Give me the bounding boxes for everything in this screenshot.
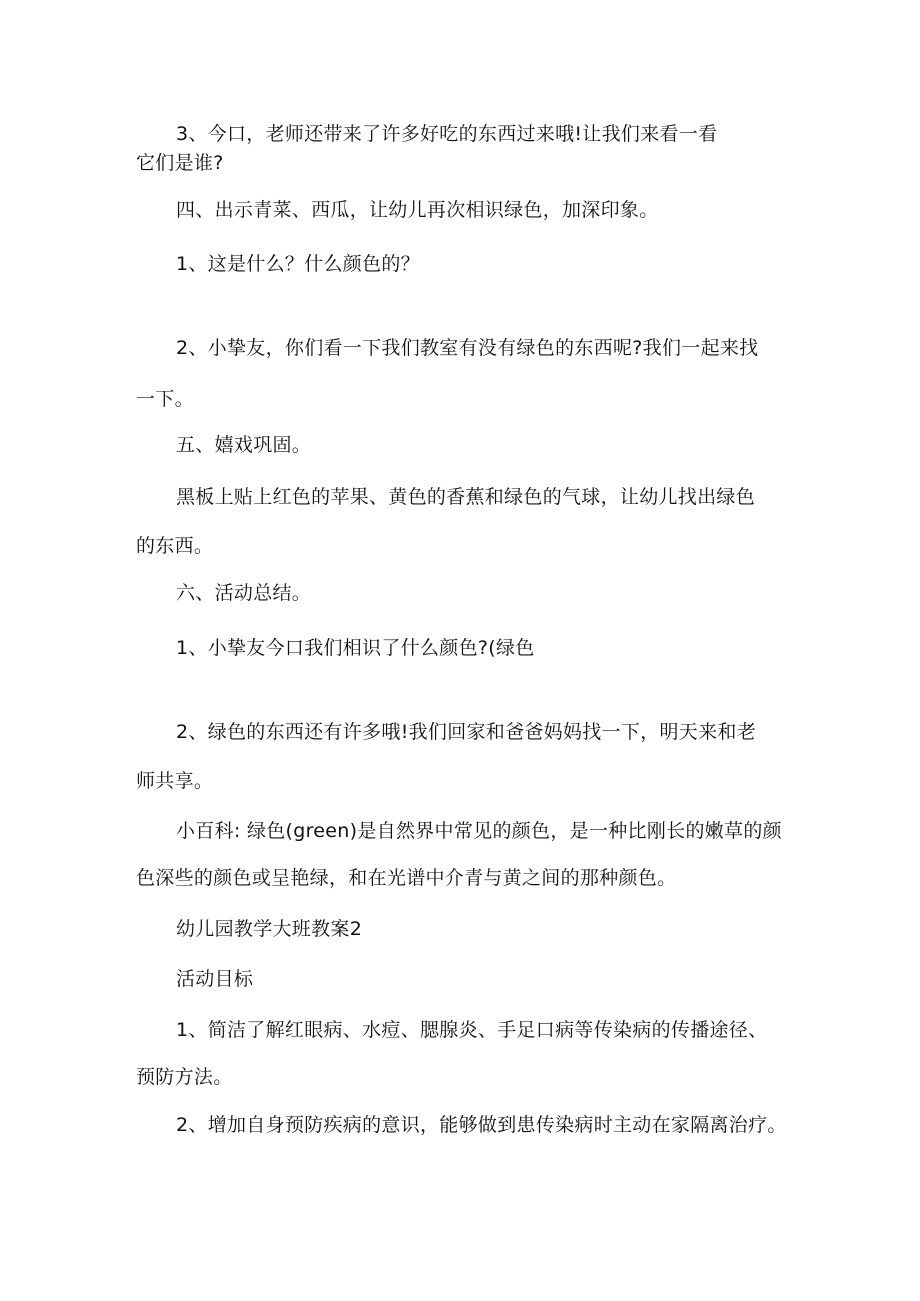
paragraph-line: 的东西。: [136, 535, 214, 557]
paragraph-line: 色深些的颜色或呈艳绿，和在光谱中介青与黄之间的那种颜色。: [136, 867, 677, 889]
paragraph-line: 2、绿色的东西还有许多哦!我们回家和爸爸妈妈找一下，明天来和老: [176, 721, 757, 743]
section-heading: 六、活动总结。: [176, 582, 312, 604]
paragraph-line: 3、今口，老师还带来了许多好吃的东西过来哦!让我们来看一看: [176, 123, 718, 145]
paragraph-line: 小百科: 绿色(green)是自然界中常见的颜色，是一种比刚长的嫩草的颜: [176, 820, 782, 842]
paragraph-line: 师共享。: [136, 770, 214, 792]
section-heading: 活动目标: [176, 968, 254, 990]
section-heading: 五、嬉戏巩固。: [176, 434, 312, 456]
section-heading: 四、出示青菜、西瓜，让幼儿再次相识绿色，加深印象。: [176, 199, 659, 221]
paragraph-line: 1、小挚友今口我们相识了什么颜色?(绿色: [176, 637, 535, 659]
paragraph-line: 2、增加自身预防疾病的意识，能够做到患传染病时主动在家隔离治疗。: [176, 1114, 787, 1136]
paragraph-line: 预防方法。: [136, 1066, 233, 1088]
paragraph-line: 2、小挚友，你们看一下我们教室有没有绿色的东西呢?我们一起来找: [176, 337, 759, 359]
document-title: 幼儿园教学大班教案2: [176, 918, 363, 940]
paragraph-line: 黑板上贴上红色的苹果、黄色的香蕉和绿色的气球，让幼儿找出绿色: [176, 486, 756, 508]
paragraph-line: 1、简洁了解红眼病、水痘、腮腺炎、手足口病等传染病的传播途径、: [176, 1019, 768, 1041]
paragraph-line: 它们是谁?: [136, 152, 224, 174]
paragraph-line: 1、这是什么？什么颜色的？: [176, 253, 420, 275]
paragraph-line: 一下。: [136, 388, 194, 410]
